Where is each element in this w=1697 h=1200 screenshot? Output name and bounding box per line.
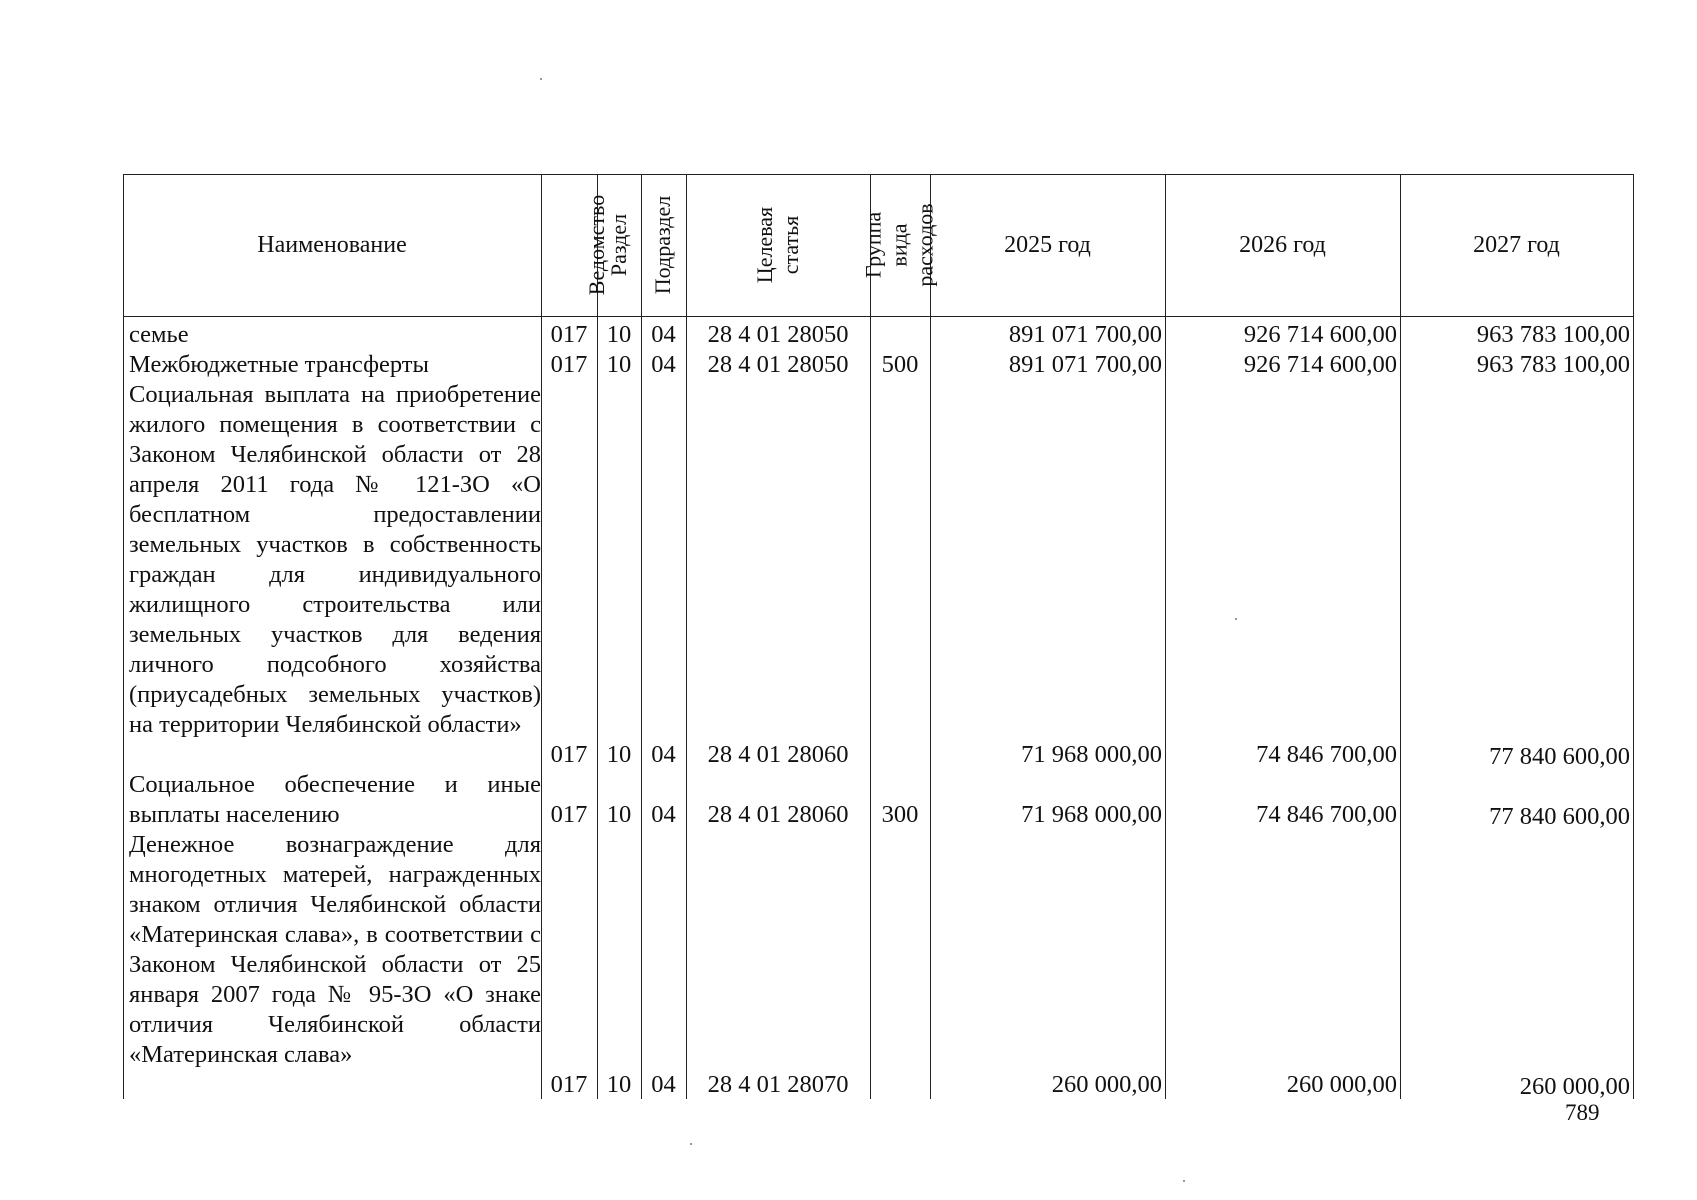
- row-name: Межбюджетные трансферты: [129, 351, 429, 378]
- header-subsection: Подраздел: [650, 195, 676, 295]
- row-dept: 017: [550, 351, 588, 378]
- row-target: 28 4 01 28050: [707, 351, 849, 378]
- row-2025: 71 968 000,00: [1021, 741, 1162, 768]
- row-target: 28 4 01 28060: [707, 801, 849, 828]
- row-dept: 017: [550, 321, 588, 348]
- scan-speck: [1183, 1180, 1185, 1182]
- row-subsection: 04: [651, 321, 676, 348]
- row-2025: 71 968 000,00: [1021, 801, 1162, 828]
- header-name: Наименование: [257, 231, 407, 258]
- row-group: 300: [881, 801, 919, 828]
- row-2025: 260 000,00: [1051, 1071, 1162, 1098]
- row-2027: 260 000,00: [1519, 1073, 1630, 1100]
- page-number: 789: [1565, 1100, 1600, 1125]
- row-2026: 926 714 600,00: [1243, 321, 1397, 348]
- row-section: 10: [606, 741, 632, 768]
- header-2025: 2025 год: [1004, 231, 1091, 258]
- header-bottom-border: [123, 316, 1633, 317]
- row-name: Социальная выплата на приобретение жилого помещения в соответствии с Законом Челябинской области от 28 апреля 2011 года № 121-ЗО «О бесплатном предоставлении земельных участков в собственность граждан для индивидуального жилищного строительства или земельных участков для ведения личного подсобного хозяйства (приусадебных земельных участков) на территории Челябинской области»: [129, 381, 541, 738]
- row-dept: 017: [550, 801, 588, 828]
- row-2026: 260 000,00: [1286, 1071, 1397, 1098]
- row-2027: 963 783 100,00: [1476, 321, 1630, 348]
- header-target: Целевая статья: [751, 206, 803, 284]
- row-subsection: 04: [651, 351, 676, 378]
- row-section: 10: [606, 321, 632, 348]
- scan-speck: [690, 1143, 692, 1145]
- row-2025: 891 071 700,00: [1008, 321, 1162, 348]
- row-section: 10: [606, 1071, 632, 1098]
- row-2027: 963 783 100,00: [1476, 351, 1630, 378]
- row-name: Социальное обеспечение и иные выплаты населению: [129, 771, 541, 828]
- row-dept: 017: [550, 741, 588, 768]
- col-border: [541, 174, 542, 1099]
- scan-speck: [540, 78, 542, 80]
- row-subsection: 04: [651, 741, 676, 768]
- row-2027: 77 840 600,00: [1489, 743, 1630, 770]
- row-group: 500: [881, 351, 919, 378]
- row-section: 10: [606, 351, 632, 378]
- row-subsection: 04: [651, 801, 676, 828]
- col-border: [1633, 174, 1634, 1099]
- row-name: Денежное вознаграждение для многодетных матерей, награжденных знаком отличия Челябинской области «Материнская слава», в соответствии с Законом Челябинской области от 25 января 2007 года № 95-ЗО «О знаке отличия Челябинской области «Материнская слава»: [129, 831, 541, 1068]
- row-2027: 77 840 600,00: [1489, 803, 1630, 830]
- row-dept: 017: [550, 1071, 588, 1098]
- row-2026: 926 714 600,00: [1243, 351, 1397, 378]
- row-section: 10: [606, 801, 632, 828]
- budget-table: [123, 174, 1633, 1099]
- header-dept: Ведомство: [584, 194, 609, 296]
- header-2027: 2027 год: [1473, 231, 1560, 258]
- row-target: 28 4 01 28060: [707, 741, 849, 768]
- row-target: 28 4 01 28050: [707, 321, 849, 348]
- row-2026: 74 846 700,00: [1256, 801, 1397, 828]
- row-target: 28 4 01 28070: [707, 1071, 849, 1098]
- row-subsection: 04: [651, 1071, 676, 1098]
- header-expense-group: Группа вида расходов: [861, 203, 939, 287]
- header-section: Раздел: [606, 213, 632, 277]
- scan-speck: [1235, 618, 1237, 620]
- header-2026: 2026 год: [1239, 231, 1326, 258]
- row-name: семье: [129, 321, 189, 348]
- row-2025: 891 071 700,00: [1008, 351, 1162, 378]
- row-2026: 74 846 700,00: [1256, 741, 1397, 768]
